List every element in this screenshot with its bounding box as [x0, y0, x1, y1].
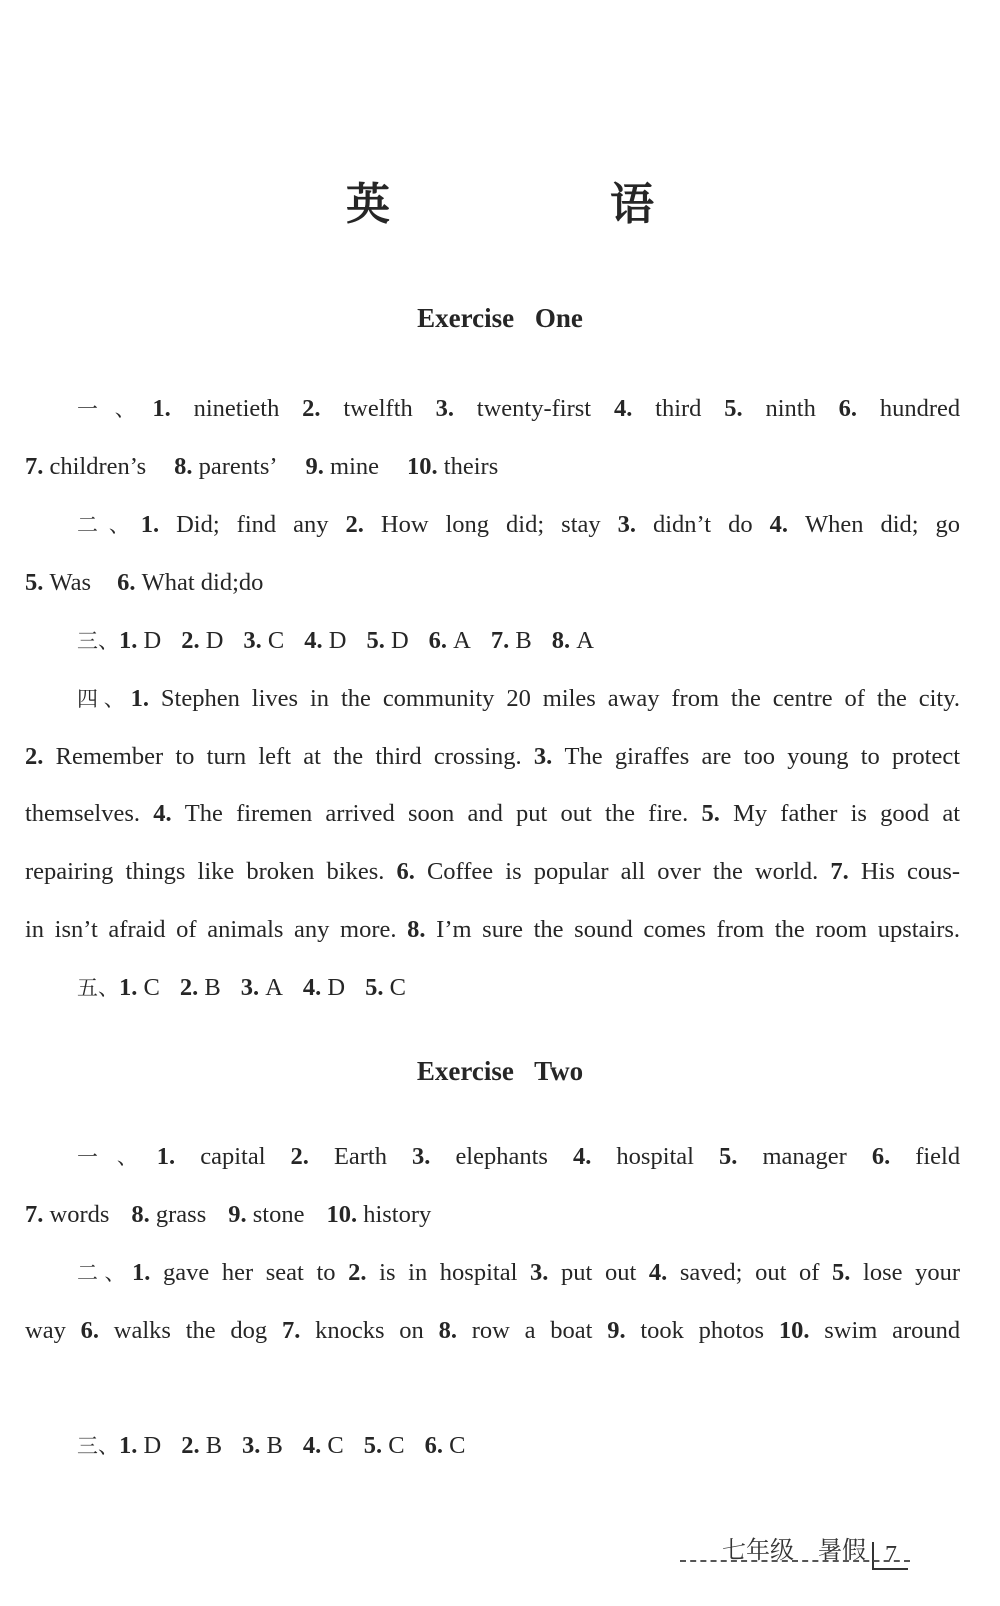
item-number: 2.	[290, 1143, 309, 1170]
item-answer: put out	[561, 1259, 637, 1286]
item-number: 6.	[838, 395, 858, 422]
item-answer: A	[453, 627, 471, 654]
item-answer: C	[143, 974, 160, 1001]
item-answer: My father is good at	[733, 800, 961, 827]
item-answer: words	[49, 1201, 110, 1228]
item-number: 1.	[119, 974, 138, 1001]
item-number: 4.	[302, 974, 322, 1001]
item-answer: His cous-	[860, 858, 961, 885]
item-number: 1.	[119, 627, 138, 654]
item-answer: Remember to turn left at the third crossing.	[55, 743, 522, 770]
section-label: 四、	[77, 687, 131, 711]
item-number: 3.	[243, 627, 262, 654]
item-number: 1.	[156, 1143, 176, 1170]
item-answer: D	[205, 627, 224, 654]
item-answer: twenty-first	[476, 395, 592, 422]
item-number: 2.	[348, 1259, 367, 1286]
item-number: 2.	[181, 1432, 200, 1459]
item-answer: Stephen lives in the community 20 miles away from the centre of the city.	[160, 685, 961, 712]
item-answer: C	[388, 1432, 405, 1459]
item-number: 3.	[530, 1259, 549, 1286]
item-answer: took photos	[640, 1317, 765, 1344]
item-answer: C	[449, 1432, 466, 1459]
item-answer: D	[143, 627, 162, 654]
item-number: 5.	[701, 800, 720, 827]
item-answer: field	[915, 1143, 961, 1170]
item-answer: The giraffes are too young to protect	[564, 743, 961, 770]
item-number: 6.	[80, 1317, 99, 1344]
ex2-part2-line1	[77, 1258, 960, 1288]
item-number: 2.	[345, 511, 364, 538]
item-answer: elephants	[455, 1143, 548, 1170]
item-number: 1.	[130, 685, 149, 712]
item-answer: The firemen arrived soon and put out the fire.	[184, 800, 689, 827]
item-number: 5.	[724, 395, 743, 422]
item-number: 3.	[617, 511, 636, 538]
item-answer: B	[204, 974, 221, 1001]
item-number: 2.	[181, 627, 200, 654]
item-answer: A	[265, 974, 283, 1001]
item-answer: C	[327, 1432, 344, 1459]
section-label: 三、	[77, 1434, 119, 1458]
item-number: 4.	[302, 1432, 322, 1459]
item-answer: mine	[330, 453, 380, 480]
item-number: 4.	[573, 1143, 592, 1170]
item-answer: D	[327, 974, 346, 1001]
footer-grade-label: 七年级 暑假	[722, 1536, 866, 1564]
item-answer: is in hospital	[379, 1259, 518, 1286]
item-answer: D	[143, 1432, 162, 1459]
page-footer	[722, 1530, 908, 1570]
item-number: 7.	[25, 1201, 44, 1228]
item-number: 5.	[832, 1259, 851, 1286]
item-answer: How long did; stay	[380, 511, 601, 538]
item-answer: grass	[155, 1201, 207, 1228]
item-number: 4.	[153, 800, 172, 827]
section-label: 二、	[77, 1261, 132, 1285]
item-answer: gave her seat to	[163, 1259, 336, 1286]
item-number: 4.	[304, 627, 323, 654]
item-answer: walks the dog	[113, 1317, 268, 1344]
item-answer: row a boat	[471, 1317, 593, 1344]
item-number: 10.	[778, 1317, 810, 1344]
section-label: 三、	[77, 629, 119, 653]
item-answer: D	[328, 627, 347, 654]
page-title: 英 语	[346, 179, 742, 230]
item-answer: What did;do	[141, 569, 264, 596]
item-answer: manager	[762, 1143, 847, 1170]
ex1-part4-line3	[25, 799, 960, 829]
item-answer: way	[25, 1317, 66, 1344]
item-answer: hospital	[616, 1143, 694, 1170]
item-number: 1.	[119, 1432, 138, 1459]
item-number: 6.	[424, 1432, 443, 1459]
item-answer: children’s	[49, 453, 147, 480]
item-answer: theirs	[443, 453, 499, 480]
item-number: 8.	[438, 1317, 457, 1344]
item-answer: repairing things like broken bikes.	[25, 858, 385, 885]
item-number: 6.	[428, 627, 448, 654]
item-number: 8.	[174, 453, 193, 480]
item-answer: didn’t do	[653, 511, 753, 538]
item-answer: in isn’t afraid of animals any more.	[25, 916, 397, 943]
section-label: 一、	[77, 1145, 157, 1169]
page-number: 7	[872, 1542, 908, 1570]
item-answer: Coffee is popular all over the world.	[426, 858, 819, 885]
item-number: 1.	[152, 395, 171, 422]
item-number: 5.	[363, 1432, 383, 1459]
ex1-part3-answers	[77, 626, 960, 656]
item-number: 4.	[613, 395, 633, 422]
item-number: 3.	[412, 1143, 431, 1170]
item-number: 8.	[407, 916, 426, 943]
item-answer: third	[655, 395, 702, 422]
ex2-part1-line2	[25, 1200, 960, 1230]
item-number: 6.	[396, 858, 415, 885]
item-answer: Was	[49, 569, 92, 596]
item-number: 5.	[719, 1143, 738, 1170]
section-label: 二、	[77, 513, 141, 537]
ex1-part1-line1	[77, 394, 960, 424]
section-label: 五、	[77, 976, 119, 1000]
item-number: 1.	[140, 511, 160, 538]
item-number: 7.	[830, 858, 849, 885]
item-number: 7.	[281, 1317, 301, 1344]
ex1-part2-line2	[25, 568, 960, 598]
item-answer: B	[515, 627, 532, 654]
item-answer: When did; go	[804, 511, 961, 538]
item-answer: swim around	[824, 1317, 961, 1344]
item-number: 8.	[131, 1201, 150, 1228]
item-answer: themselves.	[25, 800, 140, 827]
item-number: 10.	[326, 1201, 358, 1228]
item-answer: stone	[252, 1201, 305, 1228]
item-number: 5.	[25, 569, 44, 596]
item-answer: I’m sure the sound comes from the room upstairs.	[436, 916, 961, 943]
item-number: 6.	[117, 569, 136, 596]
item-answer: parents’	[198, 453, 278, 480]
item-number: 3.	[533, 743, 553, 770]
item-number: 3.	[242, 1432, 261, 1459]
ex1-part1-line2	[25, 452, 960, 482]
item-number: 4.	[648, 1259, 668, 1286]
item-number: 8.	[551, 627, 571, 654]
ex1-part4-line1	[77, 684, 960, 714]
item-answer: lose your	[863, 1259, 961, 1286]
ex1-part4-line5	[25, 915, 960, 945]
ex2-part1-line1	[77, 1142, 960, 1172]
exercise-two-heading: Exercise Two	[416, 1056, 584, 1086]
ex1-part4-line2	[25, 742, 960, 772]
item-answer: twelfth	[343, 395, 413, 422]
item-number: 9.	[607, 1317, 626, 1344]
item-answer: C	[267, 627, 285, 654]
item-answer: B	[266, 1432, 283, 1459]
ex2-part3-answers	[77, 1431, 960, 1461]
item-number: 3.	[435, 395, 454, 422]
exercise-one-heading: Exercise One	[417, 303, 583, 333]
ex1-part4-line4	[25, 857, 960, 887]
item-answer: ninth	[765, 395, 816, 422]
ex1-part2-line1	[77, 510, 960, 540]
footer-divider	[680, 1560, 910, 1562]
item-number: 4.	[769, 511, 788, 538]
item-number: 2.	[179, 974, 199, 1001]
item-number: 5.	[366, 627, 385, 654]
item-answer: capital	[200, 1143, 266, 1170]
item-answer: D	[390, 627, 409, 654]
item-number: 1.	[132, 1259, 151, 1286]
item-number: 2.	[25, 743, 44, 770]
item-answer: Earth	[333, 1143, 387, 1170]
section-label: 一、	[77, 397, 153, 421]
item-number: 10.	[407, 453, 438, 480]
item-answer: Did; find any	[176, 511, 329, 538]
item-answer: C	[389, 974, 406, 1001]
item-number: 7.	[25, 453, 44, 480]
item-answer: hundred	[879, 395, 961, 422]
item-number: 5.	[365, 974, 384, 1001]
item-number: 2.	[302, 395, 321, 422]
item-answer: knocks on	[315, 1317, 424, 1344]
item-number: 7.	[490, 627, 510, 654]
item-answer: saved; out of	[679, 1259, 820, 1286]
item-answer: ninetieth	[193, 395, 280, 422]
ex1-part5-answers	[77, 973, 960, 1003]
item-number: 3.	[240, 974, 260, 1001]
ex2-part2-line2	[25, 1316, 960, 1346]
item-number: 6.	[871, 1143, 891, 1170]
item-number: 9.	[228, 1201, 247, 1228]
item-number: 9.	[305, 453, 324, 480]
item-answer: history	[363, 1201, 432, 1228]
item-answer: B	[205, 1432, 223, 1459]
item-answer: A	[576, 627, 594, 654]
